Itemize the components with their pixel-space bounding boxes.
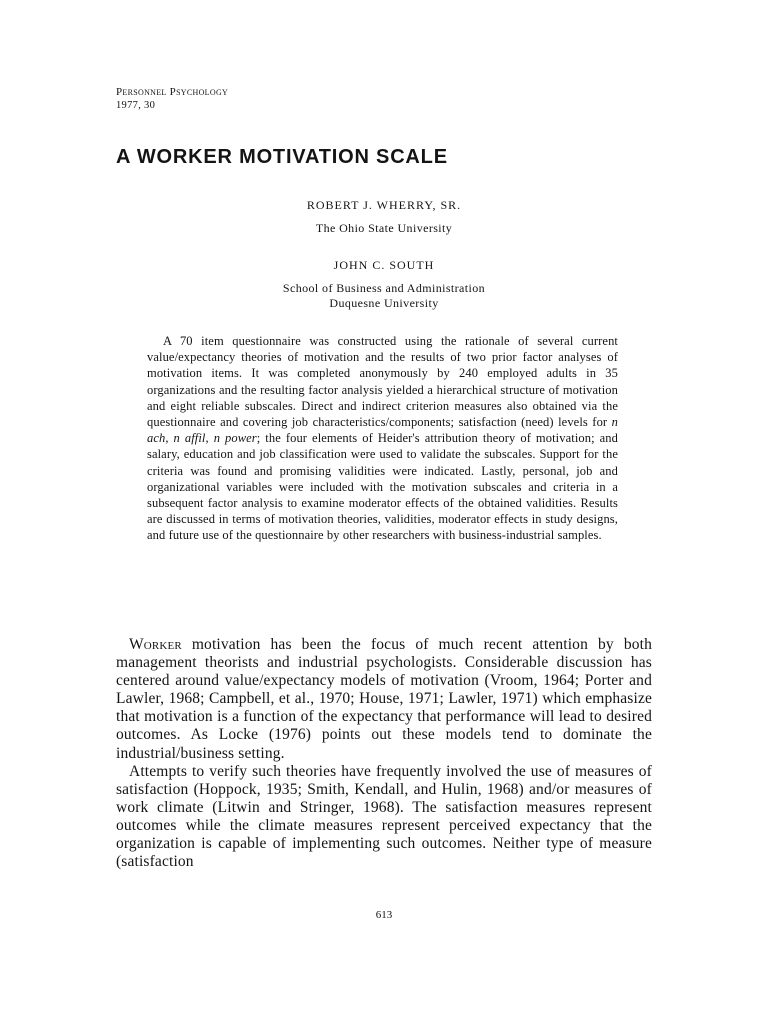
author-affiliation: The Ohio State University [315,221,453,235]
journal-volume: 1977, 30 [116,100,156,111]
author-affiliation-line2: Duquesne University [329,296,439,310]
abstract-italic-needs: n ach, n affil, n power [147,415,618,446]
paragraph-text: motivation has been the focus of much recent attention by both management theorists and industrial psychologists. Considerable discussion has centered around value/expectancy models of motivation (Vroom, 1964; Porter and Lawler, 1968; Campbell, et al., 1970; House, 1971; Lawler, 1971) which emphasize that motivation is a function of the expectancy that performance will lead to desired outcomes. As Locke (1976) points out these models tend to dominate the industrial/business setting. [116,636,652,762]
abstract-text: A 70 item questionnaire was constructed using the rationale of several current value/expectancy theories of motivation and the results of two prior factor analyses of motivation items. It was completed anonymously by 240 employed adults in 35 organizations and the resulting factor analysis yielded a hierarchical structure of motivation and eight reliable subscales. Direct and indirect criterion measures also obtained via the questionnaire and covering job characteristics/components; satisfaction (need) levels for [147,334,618,430]
body-paragraph-1 [116,636,652,763]
journal-header [116,86,228,112]
paragraph-text: Attempts to verify such theories have frequently involved the use of measures of satisfaction (Hoppock, 1935; Smith, Kendall, and Hulin, 1968) and/or measures of work climate (Litwin and Stringer, 1968). The satisfaction measures represent outcomes while the climate measures represent perceived expectancy that the organization is capable of implementing such outcomes. Neither type of measure (satisfaction [116,762,652,871]
author-name: ROBERT J. WHERRY, SR. [306,198,462,212]
page-number: 613 [375,909,393,921]
paper-title: A WORKER MOTIVATION SCALE [116,146,448,168]
lead-word: Worker [129,636,182,653]
journal-name: Personnel Psychology [116,86,229,98]
author-affiliation-line1: School of Business and Administration [282,281,486,295]
author-name: JOHN C. SOUTH [333,258,435,272]
abstract-text-cont: ; the four elements of Heider's attribution theory of motivation; and salary, education and job classification were used to validate the subscales. Support for the criteria was found and promising validities were indicated. Lastly, personal, job and organizational variables were included with the motivation subscales and criteria in a subsequent factor analysis to examine moderator effects of the obtained validities. Results are discussed in terms of motivation theories, validities, moderator effects in study designs, and future use of the questionnaire by other researchers with business-industrial samples. [147,431,618,543]
body-paragraph-2 [116,763,652,872]
author-block-1 [0,198,768,236]
body-text [116,636,652,871]
author-block-2 [0,258,768,311]
abstract [147,333,618,544]
